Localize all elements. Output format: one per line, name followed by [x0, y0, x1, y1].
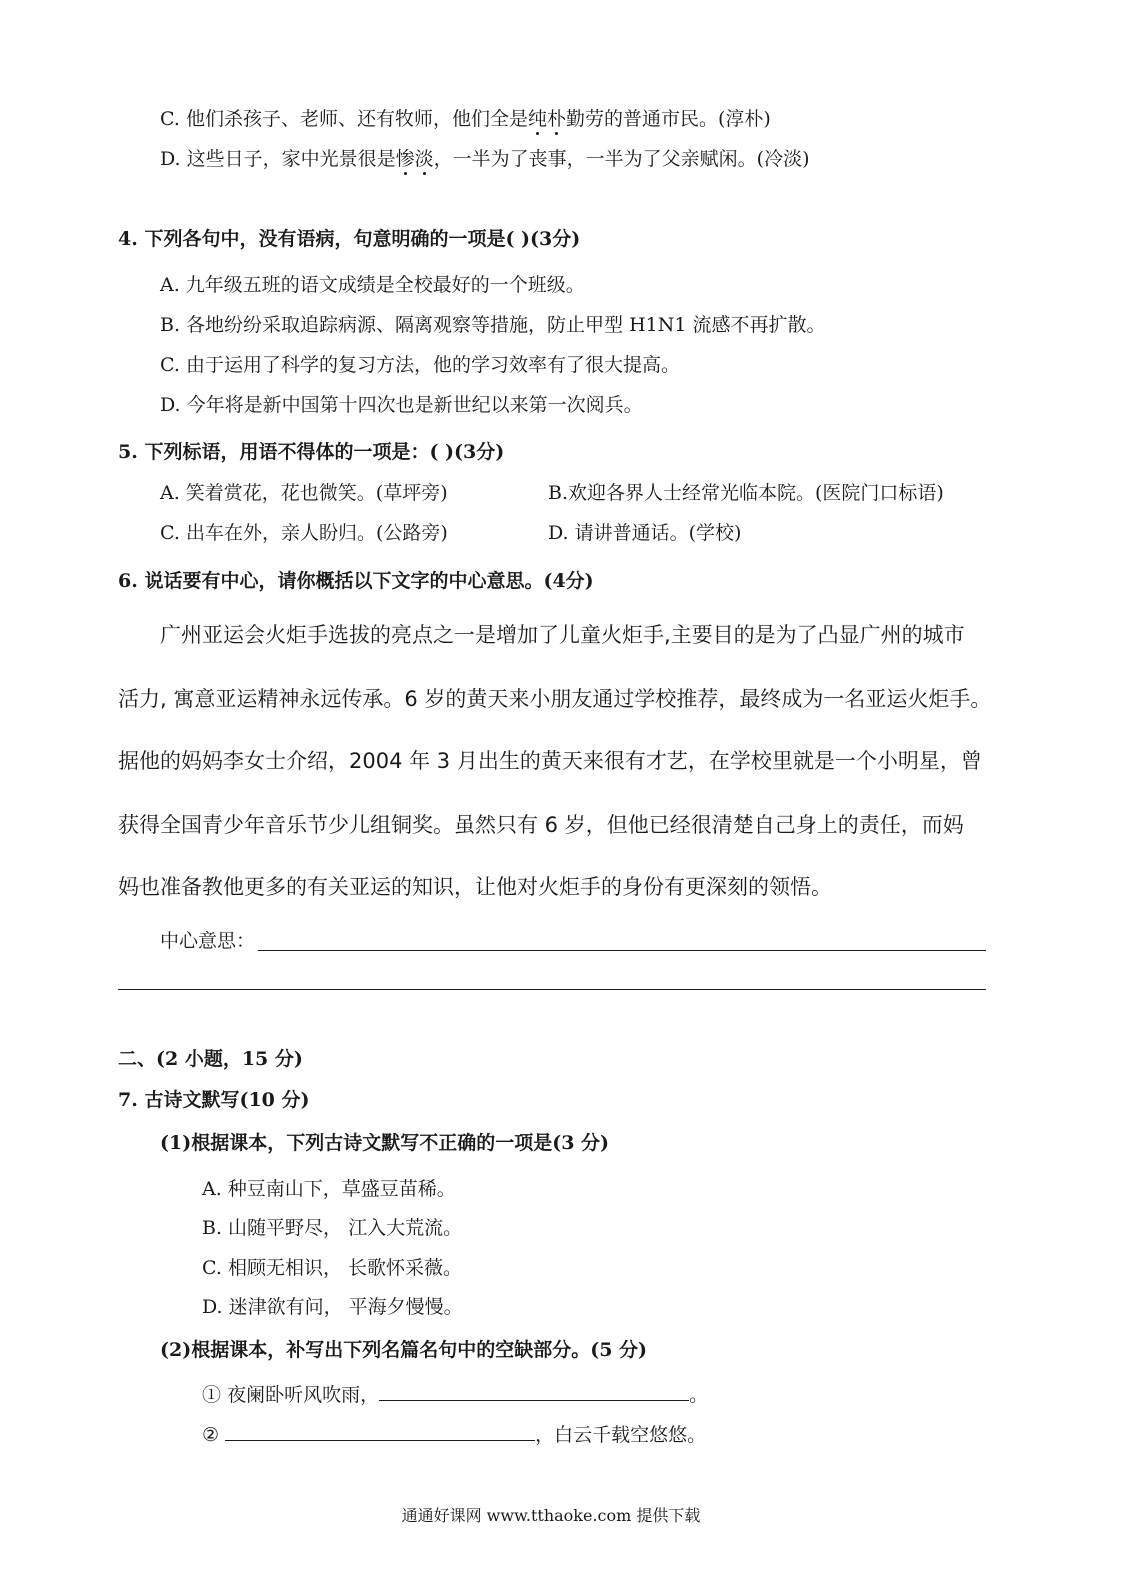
q4-option-a: A. 九年级五班的语文成绩是全校最好的一个班级。	[160, 274, 585, 296]
q7-part1-stem: (1)根据课本，下列古诗文默写不正确的一项是(3 分)	[160, 1132, 610, 1154]
q4-option-d: D. 今年将是新中国第十四次也是新世纪以来第一次阅兵。	[160, 394, 643, 416]
emphasis-char: 惨	[395, 148, 415, 170]
q7-part2-stem: (2)根据课本，补写出下列名篇名句中的空缺部分。(5 分)	[160, 1339, 648, 1361]
item-text-after: ，白云千载空悠悠。	[535, 1424, 707, 1446]
q4-stem: 4. 下列各句中，没有语病，句意明确的一项是( )(3分)	[118, 228, 581, 250]
q4-option-c: C. 由于运用了科学的复习方法，他的学习效率有了很大提高。	[160, 354, 680, 376]
q5-option-d: D. 请讲普通话。(学校)	[548, 522, 742, 544]
fill-in-blank[interactable]	[379, 1399, 689, 1401]
q3-option-c-suffix: 勤劳的普通市民。(淳朴)	[565, 108, 771, 130]
emphasis-char: 纯	[527, 108, 547, 130]
q7-part1-option-c: C. 相顾无相识， 长歌怀采薇。	[202, 1257, 462, 1279]
q3-option-c	[160, 110, 771, 129]
emphasis-char: 朴	[546, 108, 566, 130]
page-footer: 通通好课网 www.tthaoke.com 提供下载	[401, 1506, 701, 1525]
q3-option-d-prefix: D. 这些日子，家中光景很是	[160, 148, 396, 170]
q3-option-d-suffix: ，一半为了丧事，一半为了父亲赋闲。(冷淡)	[433, 148, 810, 170]
q5-option-a: A. 笑着赏花，花也微笑。(草坪旁)	[160, 482, 448, 504]
q6-passage-line: 据他的妈妈李女士介绍，2004 年 3 月出生的黄天来很有才艺，在学校里就是一个小明星，曾	[118, 749, 982, 773]
q5-stem: 5. 下列标语，用语不得体的一项是：( )(3分)	[118, 441, 505, 463]
item-text-after: 。	[689, 1384, 709, 1406]
q7-part1-option-b: B. 山随平野尽， 江入大荒流。	[202, 1217, 463, 1239]
q6-passage-line: 获得全国青少年音乐节少儿组铜奖。虽然只有 6 岁，但他已经很清楚自己身上的责任，而妈	[118, 813, 964, 837]
section-2-heading: 二、(2 小题，15 分)	[118, 1048, 303, 1070]
q6-answer-line[interactable]	[258, 950, 986, 951]
q3-option-d	[160, 150, 810, 169]
fill-in-blank[interactable]	[225, 1439, 535, 1441]
q6-passage-line: 活力, 寓意亚运精神永远传承。6 岁的黄天来小朋友通过学校推荐，最终成为一名亚运火炬手。	[118, 687, 992, 711]
q6-stem: 6. 说话要有中心，请你概括以下文字的中心意思。(4分)	[118, 570, 594, 592]
item-text-before: 夜阑卧听风吹雨，	[227, 1384, 380, 1406]
q5-option-c: C. 出车在外，亲人盼归。(公路旁)	[160, 522, 448, 544]
q7-part2-item-1	[202, 1386, 708, 1405]
q4-option-b: B. 各地纷纷采取追踪病源、隔离观察等措施，防止甲型 H1N1 流感不再扩散。	[160, 314, 826, 336]
item-number: ②	[202, 1424, 220, 1446]
q3-option-c-prefix: C. 他们杀孩子、老师、还有牧师，他们全是	[160, 108, 528, 130]
q7-part1-option-d: D. 迷津欲有问， 平海夕慢慢。	[202, 1296, 463, 1318]
q7-stem: 7. 古诗文默写(10 分)	[118, 1089, 310, 1111]
q6-answer-line-2[interactable]	[118, 989, 986, 990]
q6-passage-line: 广州亚运会火炬手选拔的亮点之一是增加了儿童火炬手,主要目的是为了凸显广州的城市	[160, 623, 965, 647]
q7-part2-item-2	[202, 1426, 706, 1445]
emphasis-char: 淡	[414, 148, 434, 170]
q6-passage-line: 妈也准备教他更多的有关亚运的知识，让他对火炬手的身份有更深刻的领悟。	[118, 875, 832, 899]
q6-answer-label: 中心意思：	[160, 930, 256, 952]
q7-part1-option-a: A. 种豆南山下，草盛豆苗稀。	[202, 1178, 456, 1200]
item-number: ①	[202, 1384, 222, 1406]
q5-option-b: B.欢迎各界人士经常光临本院。(医院门口标语)	[548, 482, 944, 504]
